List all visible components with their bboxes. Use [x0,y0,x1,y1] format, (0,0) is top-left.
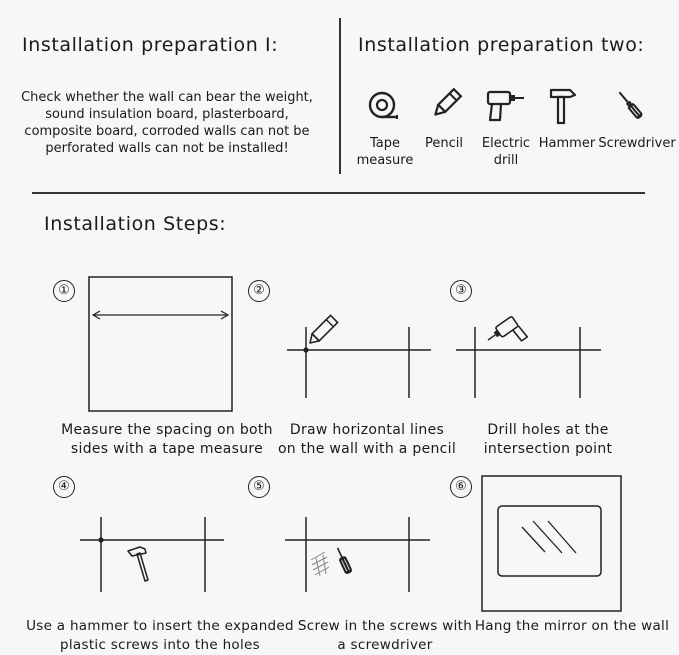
tool-label-line: measure [356,153,414,168]
preparation-text-line: composite board, corroded walls can not be [24,124,310,139]
caption-line: sides with a tape measure [70,441,264,457]
tool-label-line: Pencil [425,136,463,151]
step-1-caption [50,421,284,459]
caption-line: Draw horizontal lines [289,422,445,438]
step-5-number: ⑤ [248,476,270,498]
preparation-text-line: Check whether the wall can bear the weight, [21,90,313,105]
step-6-caption [472,617,672,636]
preparation-one-title: Installation preparation I: [22,34,279,56]
step-3-number: ③ [450,280,472,302]
steps-title: Installation Steps: [44,213,227,235]
caption-line: Screw in the screws with [297,618,473,634]
step-4-caption [20,617,300,655]
step-4-number: ④ [53,476,75,498]
caption-line: Use a hammer to insert the expanded [26,618,294,634]
caption-line: Hang the mirror on the wall [474,618,670,634]
step-2-caption [258,421,476,459]
preparation-two-title: Installation preparation two: [358,34,645,56]
caption-line: on the wall with a pencil [277,441,457,457]
tool-label-line: drill [493,153,519,168]
caption-line: a screwdriver [337,637,433,653]
tool-label-line: Tape [369,136,400,151]
tool-label-line: Screwdriver [598,136,676,151]
step-3-caption [462,421,634,459]
caption-line: Drill holes at the [487,422,609,438]
tool-label-line: Hammer [538,136,596,151]
step-2-number: ② [248,280,270,302]
step-5-caption [294,617,476,655]
preparation-text-line: perforated walls can not be installed! [45,141,289,156]
step-1-number: ① [53,280,75,302]
caption-line: intersection point [483,441,613,457]
tool-label-line: Electric [481,136,531,151]
caption-line: Measure the spacing on both [61,422,273,438]
preparation-text-line: sound insulation board, plasterboard, [45,107,289,122]
step-6-number: ⑥ [450,476,472,498]
caption-line: plastic screws into the holes [60,637,260,653]
